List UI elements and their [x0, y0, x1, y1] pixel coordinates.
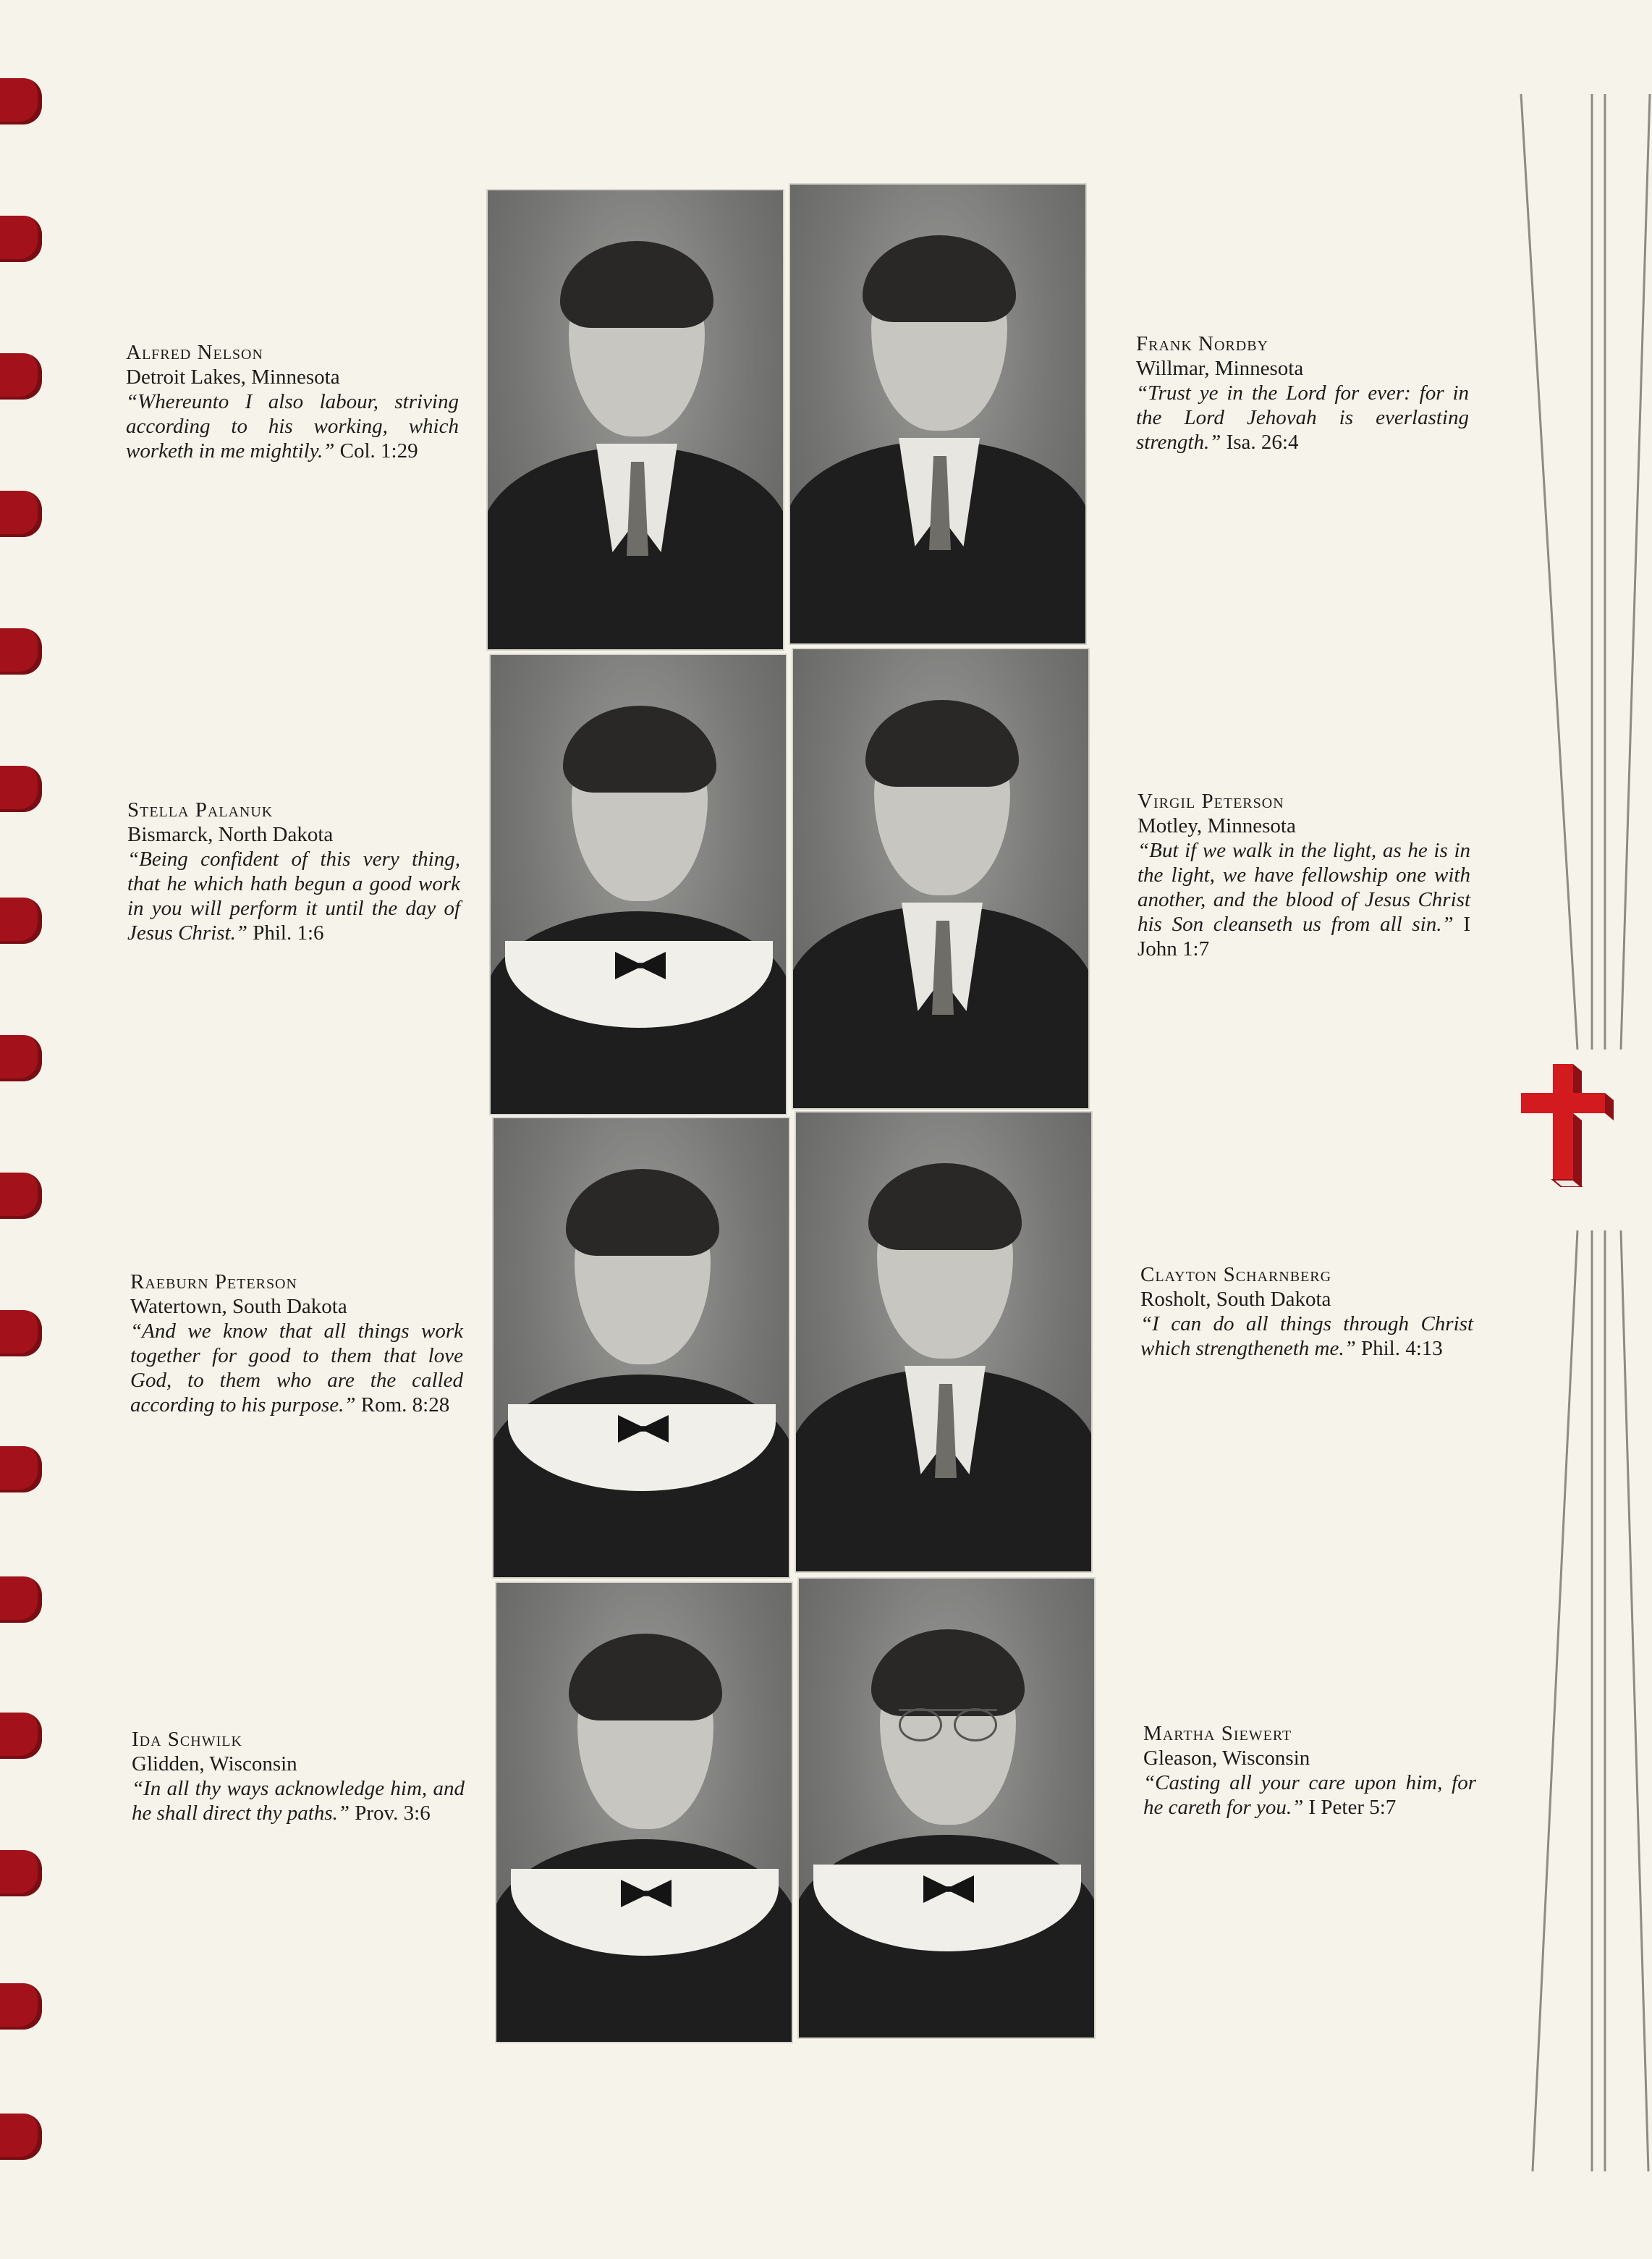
binding-ring	[0, 1850, 42, 1896]
portrait-photo	[486, 189, 784, 651]
portrait-photo	[795, 1111, 1093, 1573]
scripture-reference: I Peter 5:7	[1308, 1796, 1397, 1819]
caption-left	[127, 798, 460, 945]
scripture-reference: Prov. 3:6	[355, 1802, 431, 1825]
binding-ring	[0, 1983, 42, 2030]
scripture-reference: Col. 1:29	[339, 439, 418, 463]
scripture-reference: Rom. 8:28	[360, 1393, 450, 1416]
student-hometown: Watertown, South Dakota	[130, 1295, 347, 1318]
portrait-grid	[486, 183, 1100, 2048]
portrait-photo	[789, 183, 1087, 645]
student-name: Virgil Peterson	[1138, 790, 1284, 813]
student-hometown: Detroit Lakes, Minnesota	[126, 366, 340, 389]
student-quote: “And we know that all things work together for good to them that love God, to them who are the called according to his purpose.” Rom. 8:28	[130, 1319, 463, 1416]
portrait-photo	[492, 1117, 790, 1579]
student-quote: “Whereunto I also labour, striving according to his working, which worketh in me mightily.” Col. 1:29	[126, 390, 459, 463]
portrait-photo	[797, 1577, 1096, 2039]
student-name: Ida Schwilk	[132, 1728, 242, 1751]
binding-ring	[0, 898, 42, 944]
student-hometown: Motley, Minnesota	[1138, 814, 1296, 837]
deco-line	[1521, 94, 1577, 1050]
caption-right	[1140, 1262, 1473, 1361]
student-quote: “Casting all your care upon him, for he careth for you.” I Peter 5:7	[1143, 1771, 1476, 1819]
student-name: Alfred Nelson	[126, 341, 263, 364]
binding-ring	[0, 1713, 42, 1759]
portrait-photo	[495, 1582, 793, 2043]
caption-right	[1136, 332, 1469, 455]
student-name: Stella Palanuk	[127, 798, 274, 822]
portrait-photo	[489, 654, 787, 1115]
student-name: Raeburn Peterson	[130, 1270, 297, 1293]
binding-ring	[0, 628, 42, 675]
deco-line	[1533, 1230, 1577, 2171]
scripture-reference: Isa. 26:4	[1226, 431, 1299, 454]
caption-left	[132, 1727, 465, 1825]
student-hometown: Glidden, Wisconsin	[132, 1752, 297, 1775]
student-name: Clayton Scharnberg	[1140, 1263, 1332, 1286]
portrait-photo	[792, 648, 1090, 1110]
student-hometown: Rosholt, South Dakota	[1140, 1288, 1331, 1311]
glasses	[899, 1709, 997, 1740]
student-name: Frank Nordby	[1136, 332, 1269, 355]
student-quote: “Being confident of this very thing, that he which hath begun a good work in you will perform it until the day of Jesus Christ.” Phil. 1:6	[127, 848, 460, 945]
student-quote: “Trust ye in the Lord for ever: for in the Lord Jehovah is everlasting strength.” Isa. 26:4	[1136, 381, 1469, 454]
binding-ring	[0, 1173, 42, 1219]
student-quote: “I can do all things through Christ which strengtheneth me.” Phil. 4:13	[1140, 1312, 1473, 1360]
binding-ring	[0, 1576, 42, 1623]
student-hometown: Willmar, Minnesota	[1136, 357, 1304, 380]
spiral-binding	[0, 0, 58, 2259]
caption-left	[130, 1270, 463, 1417]
student-hometown: Bismarck, North Dakota	[127, 823, 334, 846]
deco-line	[1621, 1230, 1648, 2171]
caption-left	[126, 340, 459, 463]
binding-ring	[0, 1446, 42, 1492]
binding-ring	[0, 216, 42, 262]
student-hometown: Gleason, Wisconsin	[1143, 1747, 1310, 1770]
caption-right	[1138, 789, 1470, 961]
scripture-reference: I John 1:7	[1138, 913, 1470, 960]
cross-icon	[1517, 1064, 1618, 1187]
student-name: Martha Siewert	[1143, 1722, 1292, 1745]
binding-ring	[0, 1035, 42, 1081]
deco-line	[1621, 94, 1650, 1050]
student-quote: “But if we walk in the light, as he is in the light, we have fellowship one with another, and the blood of Jesus Christ his Son cleanseth us from all sin.” I John 1:7	[1138, 839, 1470, 960]
binding-ring	[0, 766, 42, 812]
scripture-reference: Phil. 4:13	[1361, 1337, 1443, 1360]
scripture-reference: Phil. 1:6	[253, 921, 324, 945]
binding-ring	[0, 491, 42, 537]
binding-ring	[0, 2114, 42, 2160]
student-quote: “In all thy ways acknowledge him, and he shall direct thy paths.” Prov. 3:6	[132, 1777, 465, 1825]
binding-ring	[0, 1310, 42, 1356]
caption-right	[1143, 1721, 1476, 1820]
binding-ring	[0, 353, 42, 400]
binding-ring	[0, 78, 42, 124]
